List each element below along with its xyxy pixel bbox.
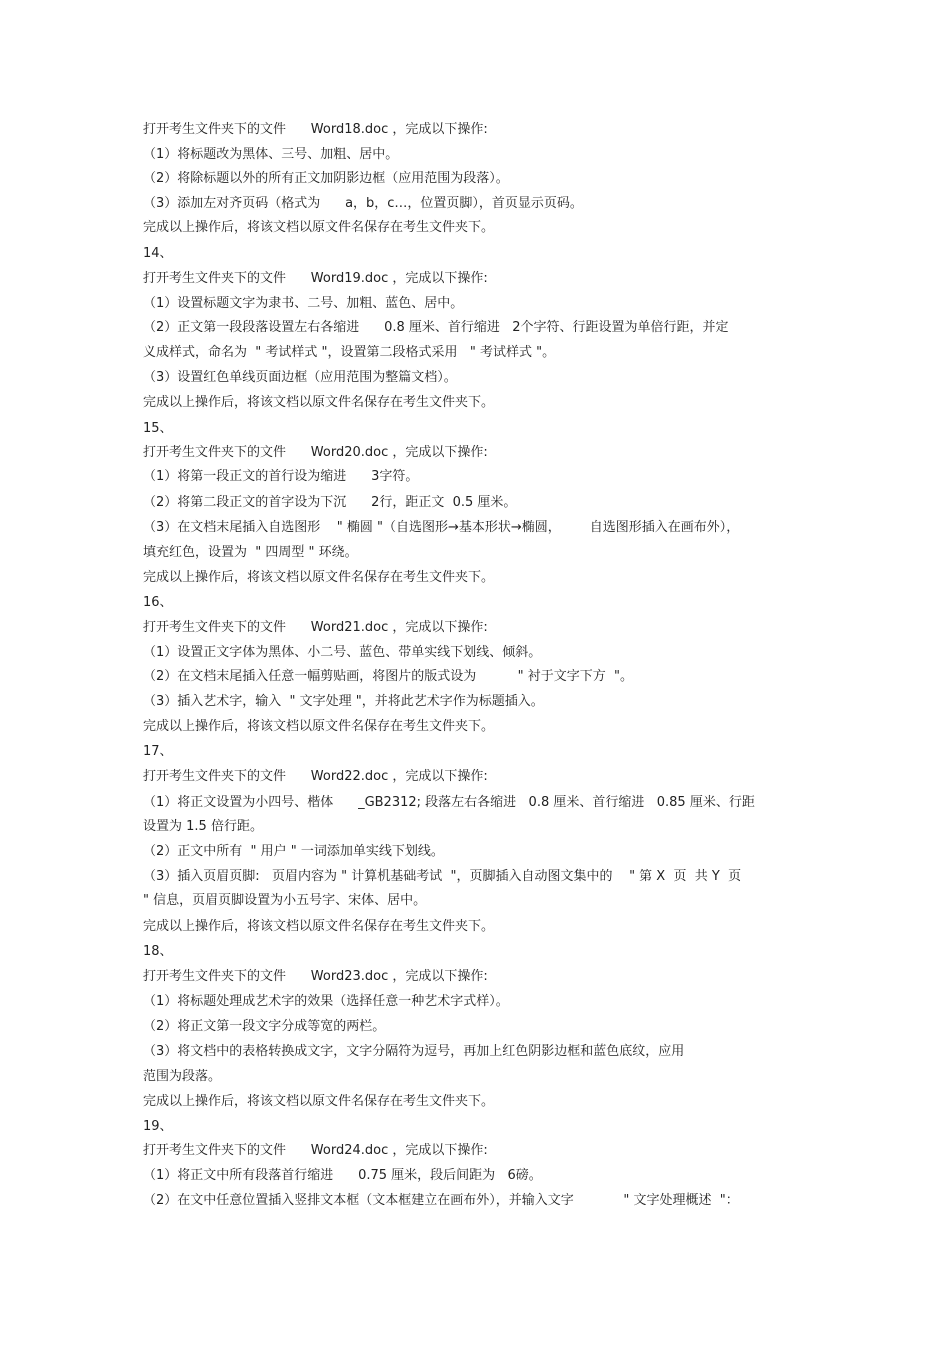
text-line: （1）设置标题文字为隶书、二号、加粗、蓝色、居中。 [143,296,464,311]
text-line: （2）将正文第一段文字分成等宽的两栏。 [143,1019,386,1034]
text-line: （2）正文中所有 " 用户 " 一词添加单实线下划线。 [143,844,444,859]
text-line: （2）将除标题以外的所有正文加阴影边框（应用范围为段落）。 [143,171,509,186]
text-line: 完成以上操作后，将该文档以原文件名保存在考生文件夹下。 [143,719,495,734]
text-line: 打开考生文件夹下的文件 Word19.doc ，完成以下操作: [143,271,488,286]
text-line: 打开考生文件夹下的文件 Word23.doc ，完成以下操作: [143,969,488,984]
text-line: 打开考生文件夹下的文件 Word20.doc ，完成以下操作: [143,445,488,460]
text-line: （2）正文第一段段落设置左右各缩进 0.8 厘米、首行缩进 2个字符、行距设置为单倍行距，并定 [143,320,729,335]
text-line: 范围为段落。 [143,1069,222,1084]
text-line: 完成以上操作后，将该文档以原文件名保存在考生文件夹下。 [143,395,495,410]
text-line: 义成样式，命名为 " 考试样式 "，设置第二段格式采用 " 考试样式 "。 [143,345,556,360]
section-number: 15、 [143,421,173,436]
text-line: 打开考生文件夹下的文件 Word21.doc ，完成以下操作: [143,620,488,635]
text-line: 完成以上操作后，将该文档以原文件名保存在考生文件夹下。 [143,570,495,585]
section-number: 19、 [143,1119,173,1134]
section-number: 16、 [143,595,173,610]
text-line: （3）将文档中的表格转换成文字，文字分隔符为逗号，再加上红色阴影边框和蓝色底纹，应用 [143,1044,685,1059]
text-line: （3）在文档末尾插入自选图形 " 椭圆 "（自选图形→基本形状→椭圆， 自选图形插入在画布外）， [143,520,740,535]
section-number: 18、 [143,944,173,959]
text-line: （1）将正文设置为小四号、楷体 _GB2312; 段落左右各缩进 0.8 厘米、首行缩进 0.85 厘米、行距 [143,795,755,810]
text-line: （1）将第一段正文的首行设为缩进 3字符。 [143,469,419,484]
text-line: （1）设置正文字体为黑体、小二号、蓝色、带单实线下划线、倾斜。 [143,645,542,660]
text-line: （2）在文档末尾插入任意一幅剪贴画，将图片的版式设为 " 衬于文字下方 "。 [143,669,633,684]
text-line: （3）设置红色单线页面边框（应用范围为整篇文档）。 [143,370,457,385]
text-line: 设置为 1.5 倍行距。 [143,819,263,834]
text-line: （1）将标题改为黑体、三号、加粗、居中。 [143,147,399,162]
text-line: （3）添加左对齐页码（格式为 a，b，c…，位置页脚），首页显示页码。 [143,196,583,211]
text-line: （2）将第二段正文的首字设为下沉 2行，距正文 0.5 厘米。 [143,495,517,510]
text-line: （1）将标题处理成艺术字的效果（选择任意一种艺术字式样）。 [143,994,509,1009]
text-line: 完成以上操作后，将该文档以原文件名保存在考生文件夹下。 [143,220,495,235]
text-line: （3）插入艺术字，输入 " 文字处理 "，并将此艺术字作为标题插入。 [143,694,544,709]
section-number: 14、 [143,246,173,261]
section-number: 17、 [143,744,173,759]
text-line: （1）将正文中所有段落首行缩进 0.75 厘米，段后间距为 6磅。 [143,1168,542,1183]
text-line: 完成以上操作后，将该文档以原文件名保存在考生文件夹下。 [143,1094,495,1109]
text-line: 打开考生文件夹下的文件 Word22.doc ，完成以下操作: [143,769,488,784]
text-line: 打开考生文件夹下的文件 Word18.doc ，完成以下操作: [143,122,488,137]
text-line: 打开考生文件夹下的文件 Word24.doc ，完成以下操作: [143,1143,488,1158]
text-line: " 信息，页眉页脚设置为小五号字、宋体、居中。 [143,893,427,908]
text-line: 填充红色，设置为 " 四周型 " 环绕。 [143,545,358,560]
text-line: （2）在文中任意位置插入竖排文本框（文本框建立在画布外），并输入文字 " 文字处理概述 "： [143,1193,739,1208]
text-line: （3）插入页眉页脚: 页眉内容为 " 计算机基础考试 "，页脚插入自动图文集中的 " 第 X 页 共 Y 页 [143,869,742,884]
text-line: 完成以上操作后，将该文档以原文件名保存在考生文件夹下。 [143,919,495,934]
